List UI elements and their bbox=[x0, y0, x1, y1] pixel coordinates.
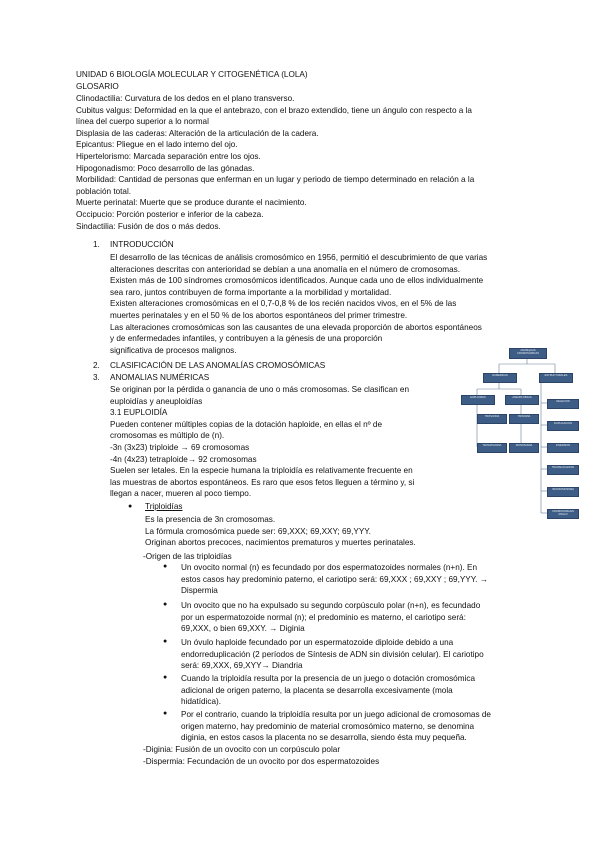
triploidias-heading: Triploidías bbox=[145, 502, 183, 511]
origin-line: Un óvulo haploide fecundado por un espermatozoide diploide debido a una bbox=[181, 638, 454, 647]
bullet-icon: ● bbox=[163, 674, 168, 681]
paragraph-line: Es la presencia de 3n cromosomas. bbox=[145, 515, 276, 524]
diagram-node: EUPLOIDÍAS bbox=[461, 395, 495, 405]
glossary-entry: Hipertelorismo: Marcada separación entre los ojos. bbox=[76, 151, 261, 161]
origins-heading: -Origen de las triploidías bbox=[143, 552, 232, 561]
definition-dispermia: -Dispermia: Fecundación de un ovocito por dos espermatozoides bbox=[143, 757, 380, 766]
diagram-node: CROMOSOMA EN ANILLO bbox=[547, 509, 579, 519]
diagram-node: TETRAPLOIDÍA bbox=[477, 443, 507, 453]
origin-line: adicional de origen paterno, la placenta se desarrolla excesivamente (mola bbox=[181, 685, 453, 695]
paragraph-line: Las alteraciones cromosómicas son las causantes de una elevada proporción de abortos espontáneos bbox=[110, 322, 482, 332]
paragraph-line: El desarrollo de las técnicas de análisis cromosómico en 1956, permitió el descubrimiento de que varias bbox=[110, 253, 488, 262]
paragraph-line: muertes perinatales y en el 50 % de los abortos espontáneos del primer trimestre. bbox=[110, 310, 408, 320]
paragraph-line: Se originan por la pérdida o ganancia de uno o más cromosomas. Se clasifican en bbox=[110, 385, 410, 394]
origin-line: diginia, en estos casos la placenta no se desarrolla, siendo ésta muy pequeña. bbox=[181, 733, 467, 743]
bullet-icon: ● bbox=[163, 710, 168, 717]
glossary-list bbox=[76, 93, 526, 232]
paragraph-line: Suelen ser letales. En la especie humana la triploidía es relativamente frecuente en bbox=[110, 466, 413, 476]
subsection-heading: 3.1 EUPLOIDÍA bbox=[110, 408, 168, 418]
glossary-entry: Clinodactilia: Curvatura de los dedos en el plano transverso. bbox=[76, 94, 295, 103]
paragraph-line: llegan a nacer, mueren al poco tiempo. bbox=[110, 489, 252, 499]
paragraph-line: Existen más de 100 síndromes cromosómicos identificados. Aunque cada uno de ellos individualmente bbox=[110, 276, 484, 286]
glossary-entry: población total. bbox=[76, 186, 132, 196]
glossary-entry: Occipucio: Porción posterior e inferior de la cabeza. bbox=[76, 209, 264, 219]
diagram-node: ESTRUCTURALES bbox=[539, 373, 573, 383]
diagram-node: NUMÉRICAS bbox=[483, 373, 517, 383]
paragraph-line: significativa de procesos malignos. bbox=[110, 345, 237, 355]
diagram-node: TRISOMÍA bbox=[509, 414, 539, 424]
section-1-body bbox=[110, 252, 530, 356]
paragraph-line: sea raro, juntos contribuyen de forma importante a la morbilidad y mortalidad. bbox=[110, 287, 392, 297]
paragraph-line: cromosomas es múltiplo de (n). bbox=[110, 431, 225, 441]
bullet-icon: ● bbox=[163, 601, 168, 608]
origin-line: 69,XXX, o bien 69,XXY. → Diginia bbox=[181, 624, 305, 634]
paragraph-line: -4n (4x23) tetraploide→ 92 cromosomas bbox=[110, 454, 257, 464]
origin-line: endorreduplicación (2 períodos de Síntesis de ADN sin división celular). El cariotipo bbox=[181, 649, 484, 659]
paragraph-line: alteraciones descritas con anterioridad se debían a una anomalía en el número de cromosomas. bbox=[110, 264, 460, 274]
origin-line: Dispermia bbox=[181, 586, 218, 596]
diagram-node: MONOSOMÍA bbox=[509, 443, 539, 453]
origin-line: hidatídica). bbox=[181, 697, 222, 707]
definition-diginia: -Diginia: Fusión de un ovocito con un corpúsculo polar bbox=[143, 745, 341, 754]
diagram-node: ANEUPLOIDÍAS bbox=[505, 395, 539, 405]
glossary-entry: Displasia de las caderas: Alteración de la articulación de la cadera. bbox=[76, 128, 319, 138]
origin-item bbox=[181, 600, 541, 635]
origin-line: Por el contrario, cuando la triploidía resulta por un juego adicional de cromosomas de bbox=[181, 710, 491, 719]
origin-line: origen materno, hay predominio de material cromosómico materno, se denomina bbox=[181, 721, 475, 731]
diagram-node: TRANSLOCACIÓN bbox=[547, 465, 579, 475]
glossary-entry: Cubitus valgus: Deformidad en la que el antebrazo, con el brazo extendido, tiene un ángulo con respecto a la bbox=[76, 105, 472, 115]
paragraph-line: las muestras de abortos espontáneos. Es raro que esos fetos lleguen a término y, si bbox=[110, 477, 415, 487]
section-1-heading: INTRODUCCIÓN bbox=[110, 240, 174, 249]
glossary-entry: Epicantus: Pliegue en el lado interno del ojo. bbox=[76, 140, 238, 150]
section-2-number: 2. bbox=[93, 361, 100, 370]
origin-line: estos casos hay predominio paterno, el cariotipo será: 69,XXX ; 69,XXY ; 69,YYY. → bbox=[181, 574, 488, 584]
bullet-icon: ● bbox=[163, 638, 168, 645]
paragraph-line: Pueden contener múltiples copias de la dotación haploide, en ellas el nº de bbox=[110, 419, 382, 429]
bullet-icon: ● bbox=[128, 503, 133, 510]
diagram-node: DELECIÓN bbox=[547, 399, 579, 409]
origin-line: Un ovocito normal (n) es fecundado por dos espermatozoides normales (n+n). En bbox=[181, 563, 478, 572]
origin-item bbox=[181, 709, 551, 744]
paragraph-line: La fórmula cromosómica puede ser: 69,XXX; 69,XXY; 69,YYY. bbox=[145, 526, 371, 536]
classification-diagram bbox=[455, 343, 590, 523]
glossary-entry: Sindactilia: Fusión de dos o más dedos. bbox=[76, 221, 221, 231]
diagram-node: INVERSIÓN bbox=[547, 443, 579, 453]
origin-line: por un espermatozoide normal (n); el predominio es materno, el cariotipo será: bbox=[181, 612, 466, 622]
section-3-body bbox=[110, 384, 450, 500]
glossary-entry: línea del cuerpo superior a lo normal bbox=[76, 117, 209, 127]
section-1-number: 1. bbox=[93, 240, 100, 249]
glossary-heading: GLOSARIO bbox=[76, 82, 119, 91]
glossary-entry: Morbilidad: Cantidad de personas que enferman en un lugar y periodo de tiempo determinado en relación a la bbox=[76, 175, 475, 185]
diagram-node: ISOCROMOSOMA bbox=[547, 487, 579, 497]
origin-line: Un ovocito que no ha expulsado su segundo corpúsculo polar (n+n), es fecundado bbox=[181, 601, 481, 610]
diagram-node: DUPLICACIÓN bbox=[547, 421, 579, 431]
paragraph-line: euploidías y aneuploidías bbox=[110, 396, 203, 406]
bullet-icon: ● bbox=[163, 563, 168, 570]
origin-line: Cuando la triploidía resulta por la presencia de un juego o dotación cromosómica bbox=[181, 674, 476, 683]
section-2-heading: CLASIFICACIÓN DE LAS ANOMALÍAS CROMOSÓMICAS bbox=[110, 361, 326, 370]
section-3-heading: ANOMALIAS NUMÉRICAS bbox=[110, 373, 210, 382]
origin-item bbox=[181, 637, 541, 672]
paragraph-line: Originan abortos precoces, nacimientos prematuros y muertes perinatales. bbox=[145, 538, 416, 548]
paragraph-line: -3n (3x23) triploide → 69 cromosomas bbox=[110, 442, 250, 452]
section-3-number: 3. bbox=[93, 373, 100, 382]
origin-item bbox=[181, 673, 541, 708]
triploidias-body bbox=[145, 514, 475, 549]
origin-item bbox=[181, 562, 541, 597]
document-title: UNIDAD 6 BIOLOGÍA MOLECULAR Y CITOGENÉTICA (LOLA) bbox=[76, 70, 308, 79]
paragraph-line: y de enfermedades infantiles, y contribuyen a la génesis de una proporción bbox=[110, 334, 383, 344]
diagram-node: ANOMALÍAS CROMOSÓMICAS bbox=[509, 348, 547, 359]
paragraph-line: Existen alteraciones cromosómicas en el 0,7-0,8 % de los recién nacidos vivos, en el 5% de las bbox=[110, 299, 457, 309]
glossary-entry: Hipogonadismo: Poco desarrollo de las gónadas. bbox=[76, 163, 255, 173]
glossary-entry: Muerte perinatal: Muerte que se produce durante el nacimiento. bbox=[76, 198, 307, 208]
origin-line: será: 69,XXX, 69,XYY→ Diandria bbox=[181, 661, 303, 671]
diagram-node: TRIPLOIDÍA bbox=[477, 414, 507, 424]
